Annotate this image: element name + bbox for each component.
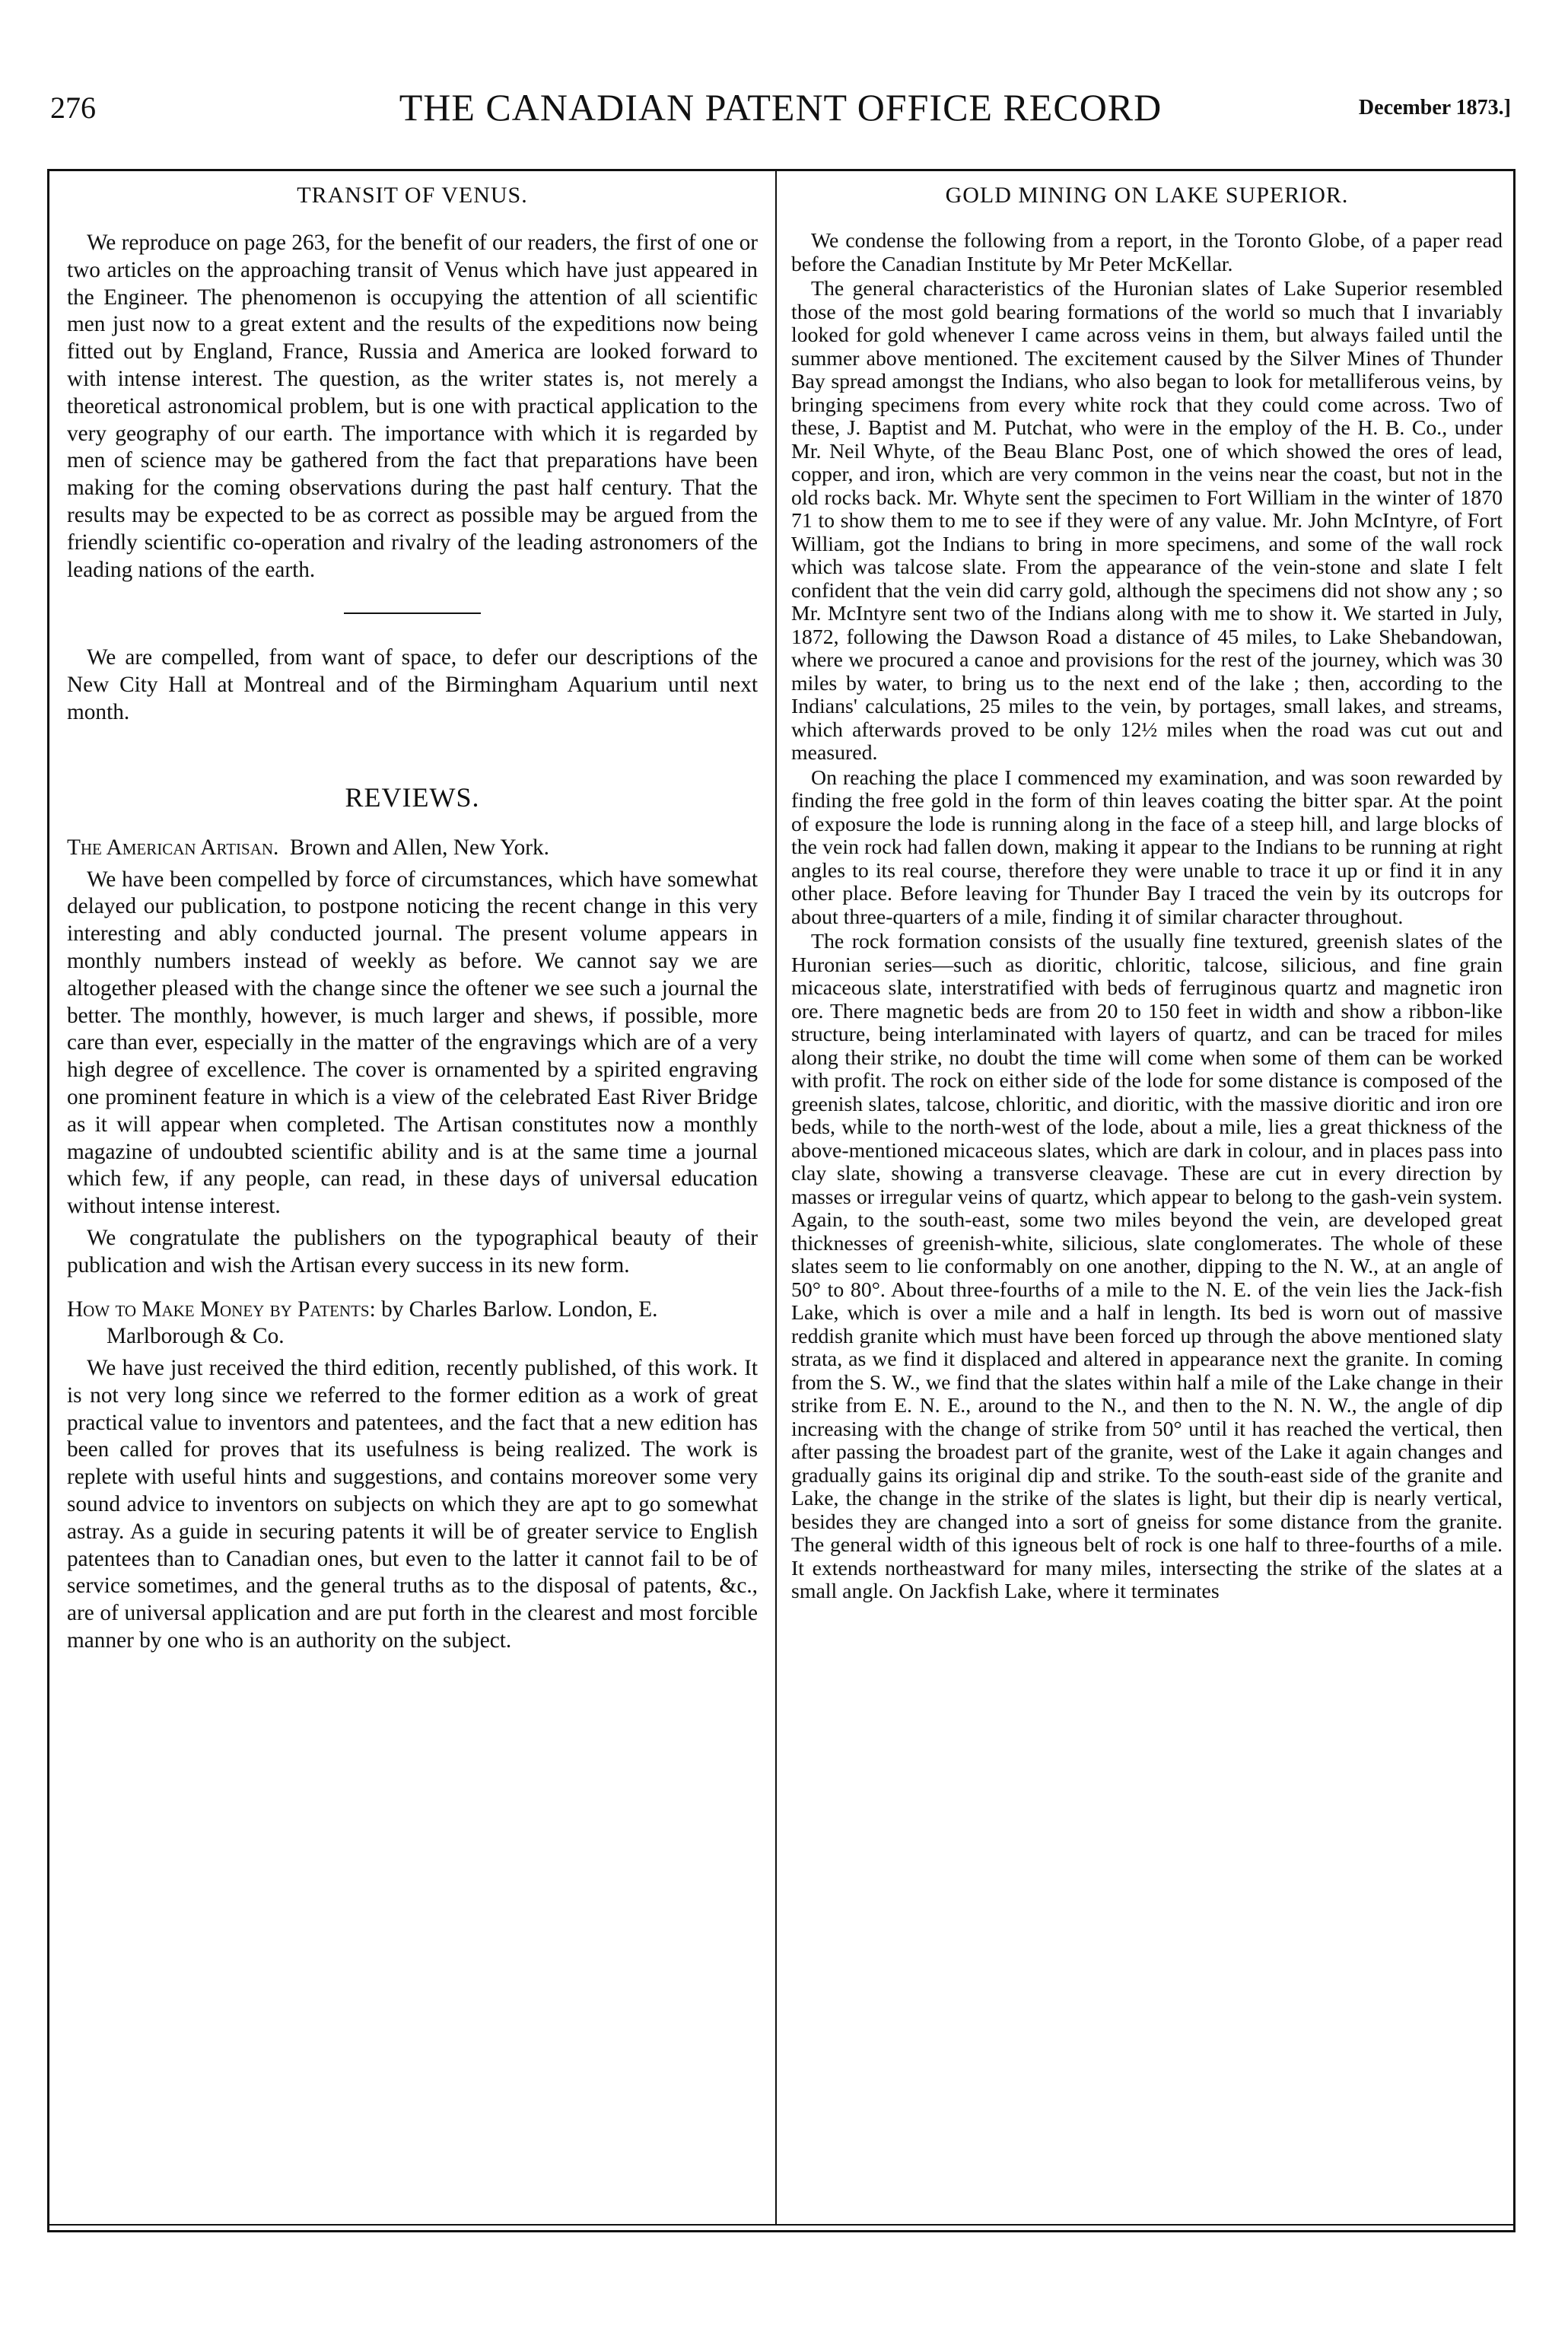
reviews-heading: REVIEWS. [345, 781, 480, 813]
gold-mining-paragraph-1: The general characteristics of the Huronian slates of Lake Superior resembled those of the most gold bearing formations of the world so much that I invariably looked for gold whenever I came across veins in them, but always failed until the summer above mentioned. The excitement caused by the Silver Mines of Thunder Bay spread amongst the Indians, who also began to look for metalliferous veins, by bringing specimens from every white rock that they could come across. Two of these, J. Baptist and M. Putchat, who were in the employ of the H. B. Co., under Mr. Neil Whyte, of the Beau Blanc Post, one of which showed the ores of lead, copper, and iron, which are very common in the veins near the coast, but not in the old rocks back. Mr. Whyte sent the specimen to Fort William in the winter of 1870 71 to show them to me to see if they were of any value. Mr. John McIntyre, of Fort William, got the Indians to bring in more specimens, and some of the wall rock which was talcose slate. From the appearance of the vein-stone and slate I felt confident that the vein did carry gold, although the specimens did not show any ; so Mr. McIntyre sent two of the Indians along with me to show it. We started in July, 1872, following the Dawson Road a distance of 45 miles, to Lake Shebandowan, where we procured a canoe and provisions for the rest of the journey, which was 30 miles by water, to bring us to the next end of the lake ; then, according to the Indians' calculations, 25 miles to the vein, by portages, small lakes, and streams, which afterwards proved to be only 12½ miles when the road was cut out and measured. [791, 277, 1503, 765]
page-header [50, 86, 1511, 138]
review-make-money-paragraph: We have just received the third edition, recently published, of this work. It is not very long since we referred to the former edition as a work of great practical value to inventors and patentees, and the fact that a new edition has been called for proves that its usefulness is being realized. The work is replete with useful hints and suggestions, and contains moreover some very sound advice to inventors on subjects on which they are apt to go somewhat astray. As a guide in securing patents it will be of greater service to English patentees than to Canadian ones, but even to the latter it cannot fail to be of service sometimes, and the general truths as to the disposal of patents, &c., are of universal application and are put forth in the clearest and most forcible manner by one who is an authority on the subject. [67, 1356, 758, 1653]
left-column [67, 181, 758, 2228]
review-american-artisan-heading [67, 835, 758, 862]
review-make-money-heading [67, 1297, 758, 1351]
transit-of-venus-heading: TRANSIT OF VENUS. [297, 183, 528, 208]
gold-mining-heading: GOLD MINING ON LAKE SUPERIOR. [945, 183, 1349, 208]
section-rule [344, 612, 481, 614]
gold-mining-paragraph-3: The rock formation consists of the usually fine textured, greenish slates of the Huronian series—such as dioritic, chloritic, talcose, silicious, and fine grain micaceous slate, interstratified with beds of ferruginous quartz and magnetic iron ore. There magnetic beds are from 20 to 150 feet in width and show a ribbon-like structure, being interlaminated with layers of quartz, and can be traced for miles along their strike, no doubt the time will come when some of them can be worked with profit. The rock on either side of the lode for some distance is composed of the greenish slates, talcose, chloritic, and dioritic, with the massive dioritic and iron ore beds, while to the north-west of the lode, about a mile, lies a great thickness of the above-mentioned micaceous slates, which are dark in colour, and in places pass into clay slate, showing a transverse cleavage. These are cut in every direction by masses or irregular veins of quartz, which appear to belong to the gash-vein system. Again, to the south-east, some two miles beyond the vein, are developed great thicknesses of greenish-white, silicious, slate conglomerates. The whole of these slates seem to lie conformably on one another, dipping to the N. W., at an angle of 50° to 80°. About three-fourths of a mile to the N. E. of the vein lies the Jack-fish Lake, which is over a mile and a half in length. Its bed is worn out of massive reddish granite which must have been forced up through the above mentioned slaty strata, as we find it displaced and altered in appearance next the granite. In coming from the S. W., we find that the slates within half a mile of the Lake change in their strike from E. N. E., around to the N., and then to the N. N. W., the angle of dip increasing with the change of strike from 50° until it has reached the vertical, then after passing the broadest part of the granite, west of the Lake it again changes and gradually gains its original dip and strike. To the south-east side of the granite and Lake, the change in the strike of the slates is light, but their dip is nearly vertical, besides they are changed into a sort of gneiss for some distance from the granite. The general width of this igneous belt of rock is one half to three-fourths of a mile. It extends northeastward for many miles, intersecting the strike of the slates at a small angle. On Jackfish Lake, where it terminates [791, 930, 1503, 1603]
review-title: How to Make Money by Patents: [67, 1297, 376, 1322]
column-divider [775, 171, 777, 2226]
issue-date: December 1873.] [1358, 96, 1511, 119]
review-american-artisan-paragraph: We have been compelled by force of circumstances, which have somewhat delayed our publication, to postpone noticing the recent change in this very interesting and ably conducted journal. The present volume appears in monthly numbers instead of weekly as before. We cannot say we are altogether pleased with the change since the oftener we see such a journal the better. The monthly, however, is much larger and shews, if possible, more care than ever, especially in the matter of the engravings which are of a very high degree of excellence. The cover is ornamented by a spirited engraving one prominent feature in which is a view of the celebrated East River Bridge as it will appear when completed. The Artisan constitutes now a monthly magazine of undoubted scientific ability and is at the same time a journal which few, if any people, can read, in these days of universal education without intense interest. [67, 867, 758, 1219]
transit-of-venus-paragraph: We reproduce on page 263, for the benefit of our readers, the first of one or two articles on the approaching transit of Venus which have just appeared in the Engineer. The phenomenon is occupying the attention of all scientific men just now to a great extent and the results of the expeditions now being fitted out by England, France, Russia and America are looked forward to with intense interest. The question, as the writer states is, not merely a theoretical astronomical problem, but is one with practical application to the very geography of our earth. The importance with which it is regarded by men of science may be gathered from the fact that preparations have been making for the coming observations during the past half century. That the results may be expected to be as correct as possible may be argued from the friendly scientific co-operation and rivalry of the leading astronomers of the leading nations of the earth. [67, 231, 758, 582]
gold-mining-paragraph-2: On reaching the place I commenced my examination, and was soon rewarded by finding the free gold in the form of thin leaves coating the bitter spar. At the point of exposure the lode is running along in the face of a steep hill, and large blocks of the vein rock had fallen down, making it appear to the Indians to be running at right angles to its real course, therefore they were unable to trace it up or find it in any other place. Before leaving for Thunder Bay I traced the vein by its outcrops for about three-quarters of a mile, finding it of similar character throughout. [791, 765, 1503, 929]
gold-mining-intro: We condense the following from a report, in the Toronto Globe, of a paper read before the Canadian Institute by Mr Peter McKellar. [791, 229, 1503, 276]
review-publisher: by Charles Barlow. London, E. Marlborough & Co. [107, 1297, 658, 1349]
review-publisher: Brown and Allen, New York. [290, 835, 549, 860]
review-american-artisan-paragraph-2: We congratulate the publishers on the typographical beauty of their publication and wish the Artisan every success in its new form. [67, 1225, 758, 1277]
space-notice-paragraph: We are compelled, from want of space, to defer our descriptions of the New City Hall at Montreal and of the Birmingham Aquarium until next month. [67, 645, 758, 724]
review-title: The American Artisan. [67, 835, 279, 860]
journal-title: THE CANADIAN PATENT OFFICE RECORD [399, 86, 1162, 129]
right-column [791, 181, 1503, 2228]
page-number: 276 [50, 91, 96, 125]
